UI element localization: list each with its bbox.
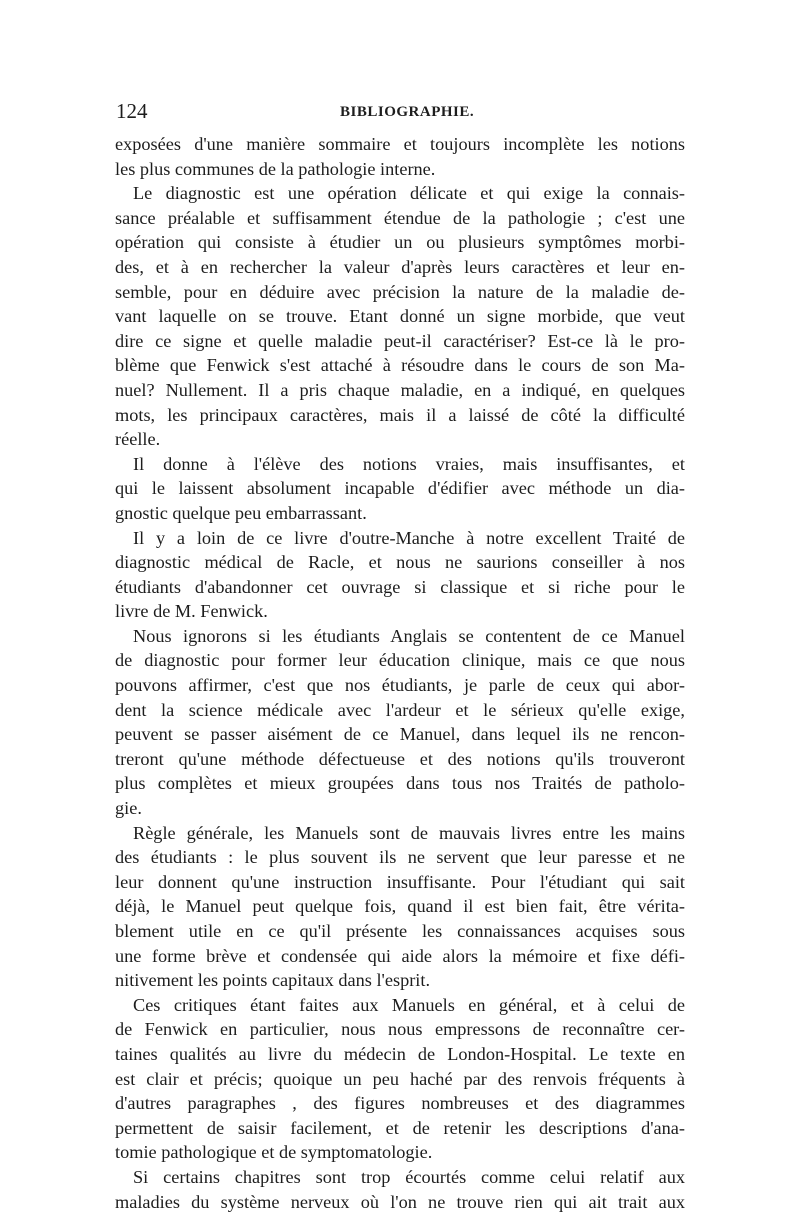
text-line: pouvons affirmer, c'est que nos étudiants, je parle de ceux qui abor- [115, 675, 685, 696]
text-line: qui le laissent absolument incapable d'édifier avec méthode un dia- [115, 478, 685, 499]
text-line: semble, pour en déduire avec précision la nature de la maladie de- [115, 281, 685, 302]
text-line: d'autres paragraphes , des figures nombreuses et des diagrammes [115, 1093, 685, 1114]
text-line: réelle. [115, 429, 161, 450]
text-line: blème que Fenwick s'est attaché à résoudre dans le cours de son Ma- [115, 355, 685, 376]
paragraph [115, 1165, 685, 1214]
text-line: Ces critiques étant faites aux Manuels en général, et à celui de [133, 994, 685, 1015]
text-line: Il y a loin de ce livre d'outre-Manche à notre excellent Traité de [133, 527, 685, 548]
text-line: taines qualités au livre du médecin de London-Hospital. Le texte en [115, 1043, 685, 1064]
text-line: les plus communes de la pathologie interne. [115, 158, 436, 179]
text-line: de Fenwick en particulier, nous nous empressons de reconnaître cer- [115, 1019, 685, 1040]
text-line: mots, les principaux caractères, mais il a laissé de côté la difficulté [115, 404, 685, 425]
text-line: Nous ignorons si les étudiants Anglais se contentent de ce Manuel [133, 625, 685, 646]
text-line: est clair et précis; quoique un peu haché par des renvois fréquents à [115, 1068, 685, 1089]
text-line: gie. [115, 798, 142, 819]
text-line: diagnostic médical de Racle, et nous ne saurions conseiller à nos [115, 552, 685, 573]
text-line: maladies du système nerveux où l'on ne trouve rien qui ait trait aux [115, 1191, 685, 1212]
text-line: une forme brève et condensée qui aide alors la mémoire et fixe défi- [115, 945, 685, 966]
text-line: plus complètes et mieux groupées dans tous nos Traités de patholo- [115, 773, 685, 794]
paragraph [115, 821, 685, 993]
paragraph [115, 181, 685, 452]
paragraph [115, 452, 685, 526]
running-head [110, 99, 688, 123]
text-line: nitivement les points capitaux dans l'esprit. [115, 970, 431, 991]
body-text [115, 132, 685, 1214]
text-line: Règle générale, les Manuels sont de mauvais livres entre les mains [133, 822, 685, 843]
paragraph [115, 132, 685, 181]
paragraph [115, 526, 685, 624]
text-line: des, et à en rechercher la valeur d'après leurs caractères et leur en- [115, 256, 685, 277]
text-line: gnostic quelque peu embarrassant. [115, 502, 367, 523]
text-line: peuvent se passer aisément de ce Manuel, dans lequel ils ne rencon- [115, 724, 685, 745]
paragraph [115, 993, 685, 1165]
text-line: Le diagnostic est une opération délicate et qui exige la connais- [133, 183, 685, 204]
text-line: tomie pathologique et de symptomatologie. [115, 1142, 433, 1163]
text-line: permettent de saisir facilement, et de retenir les descriptions d'ana- [115, 1117, 685, 1138]
text-line: treront qu'une méthode défectueuse et des notions qu'ils trouveront [115, 748, 685, 769]
text-line: dire ce signe et quelle maladie peut-il caractériser? Est-ce là le pro- [115, 330, 685, 351]
text-line: nuel? Nullement. Il a pris chaque maladie, en a indiqué, en quelques [115, 379, 685, 400]
text-line: sance préalable et suffisamment étendue de la pathologie ; c'est une [115, 207, 685, 228]
page-number: 124 [116, 99, 148, 123]
text-line: de diagnostic pour former leur éducation clinique, mais ce que nous [115, 650, 685, 671]
text-line: Il donne à l'élève des notions vraies, mais insuffisantes, et [133, 453, 685, 474]
text-line: exposées d'une manière sommaire et toujours incomplète les notions [115, 134, 685, 154]
text-line: vant laquelle on se trouve. Etant donné un signe morbide, que veut [115, 306, 685, 327]
text-line: blement utile en ce qu'il présente les connaissances acquises sous [115, 921, 685, 941]
paragraph [115, 624, 685, 821]
header-title: BIBLIOGRAPHIE. [340, 104, 475, 120]
text-line: leur donnent qu'une instruction insuffisante. Pour l'étudiant qui sait [115, 871, 685, 892]
text-line: déjà, le Manuel peut quelque fois, quand il est bien fait, être vérita- [115, 896, 685, 917]
text-line: dent la science médicale avec l'ardeur et le sérieux qu'elle exige, [115, 699, 685, 720]
text-line: étudiants d'abandonner cet ouvrage si classique et si riche pour le [115, 576, 685, 597]
text-line: Si certains chapitres sont trop écourtés comme celui relatif aux [133, 1166, 685, 1187]
text-line: opération qui consiste à étudier un ou plusieurs symptômes morbi- [115, 232, 685, 253]
text-line: des étudiants : le plus souvent ils ne servent que leur paresse et ne [115, 847, 685, 868]
text-line: livre de M. Fenwick. [115, 601, 268, 622]
